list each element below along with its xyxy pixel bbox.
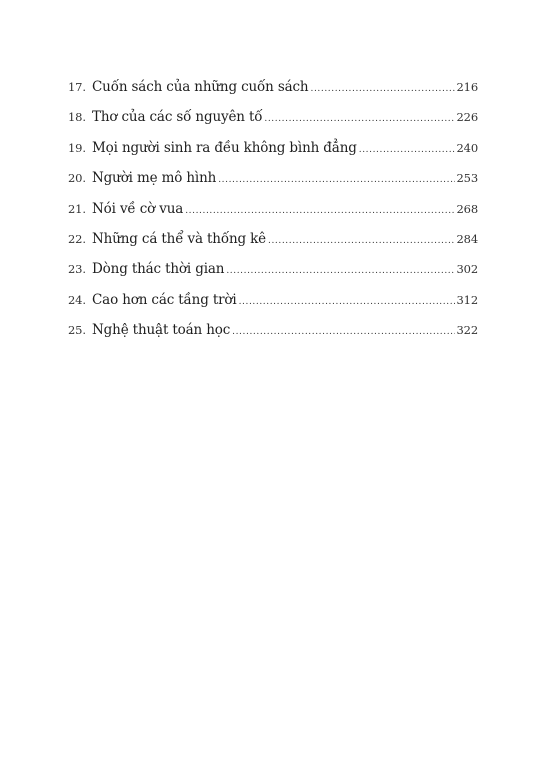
chapter-number: 21. [68,201,86,216]
chapter-title: Nghệ thuật toán học [92,322,231,339]
page-number: 312 [456,292,478,307]
table-of-contents [68,79,478,353]
page-number: 226 [456,110,478,125]
chapter-title: Nói về cờ vua [92,200,184,217]
chapter-title: Cuốn sách của những cuốn sách [92,79,309,95]
chapter-number: 18. [68,110,86,125]
page-number: 216 [456,80,478,94]
page-number: 240 [456,140,478,155]
chapter-number: 23. [68,262,86,277]
dot-leader [264,114,454,124]
dot-leader [310,84,454,94]
page-number: 268 [456,201,478,216]
toc-entry [68,231,478,261]
toc-entry [68,140,478,170]
page-number: 302 [456,262,478,277]
chapter-number: 19. [68,140,86,155]
page-number: 253 [456,171,478,186]
chapter-number: 20. [68,171,86,186]
dot-leader [185,206,454,216]
chapter-title: Thơ của các số nguyên tố [92,109,263,126]
toc-entry [68,292,478,322]
dot-leader [268,236,455,246]
dot-leader [226,266,454,276]
toc-entry [68,170,478,200]
dot-leader [359,145,455,155]
chapter-number: 25. [68,323,86,338]
page-number: 322 [456,323,478,338]
dot-leader [239,297,455,307]
chapter-title: Những cá thể và thống kê [92,230,266,247]
toc-entry [68,322,478,352]
chapter-number: 22. [68,231,86,246]
chapter-title: Cao hơn các tầng trời [92,291,237,308]
toc-entry [68,79,478,109]
chapter-number: 17. [68,80,86,94]
dot-leader [232,327,454,337]
page-number: 284 [456,231,478,246]
chapter-number: 24. [68,292,86,307]
toc-entry [68,109,478,139]
chapter-title: Mọi người sinh ra đều không bình đẳng [92,139,357,156]
chapter-title: Dòng thác thời gian [92,261,225,278]
toc-entry [68,261,478,291]
toc-entry [68,201,478,231]
dot-leader [218,175,454,185]
chapter-title: Người mẹ mô hình [92,170,217,187]
